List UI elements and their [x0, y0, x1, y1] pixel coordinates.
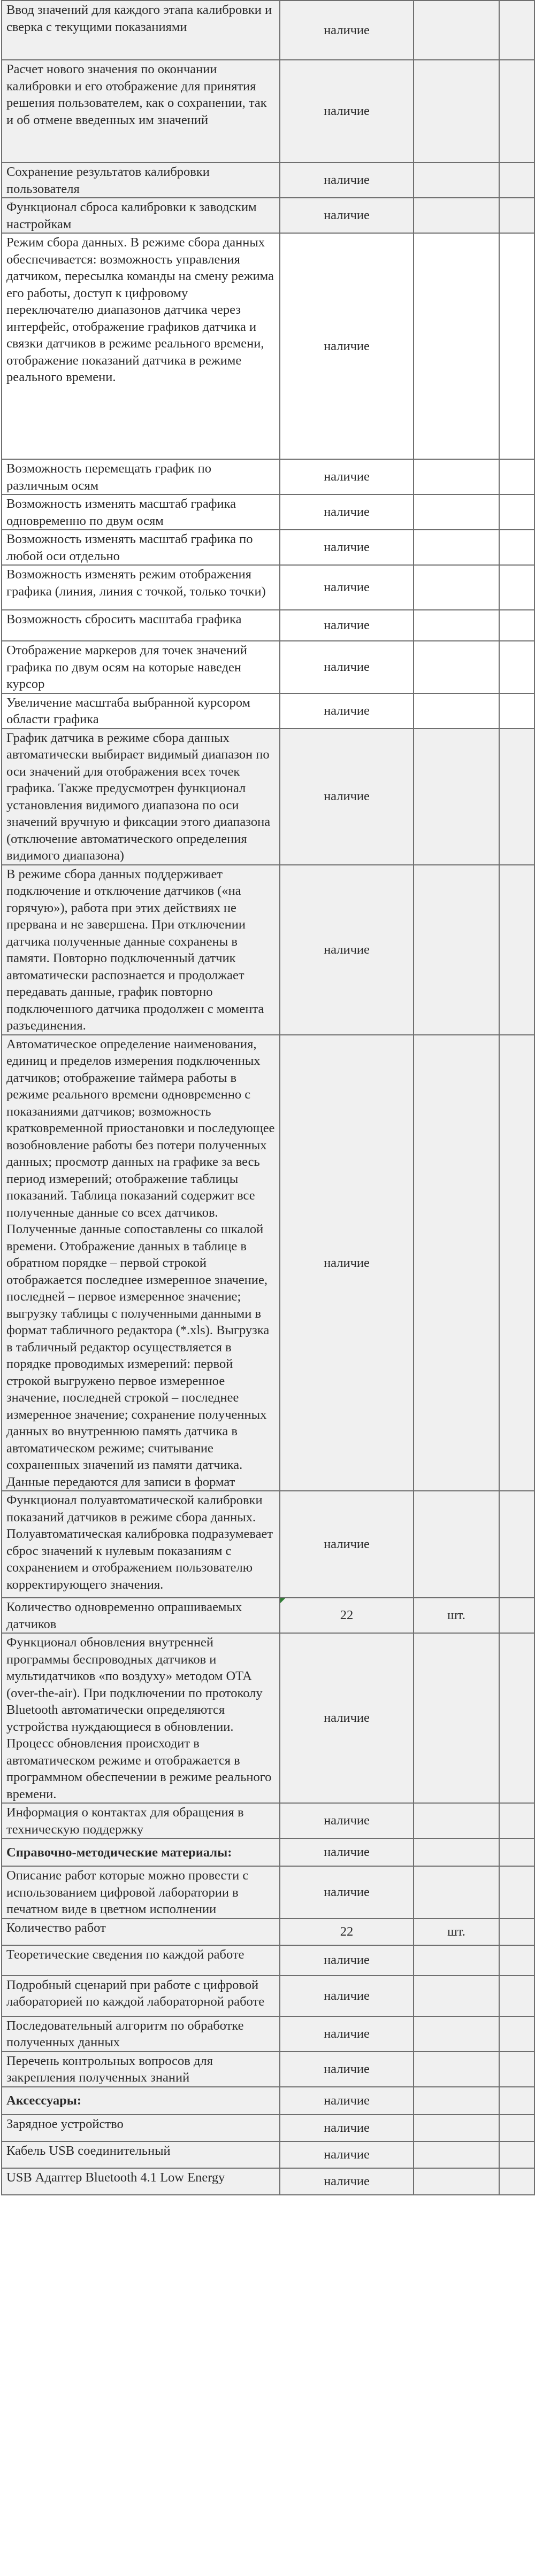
row-value-text: наличие — [324, 2093, 370, 2108]
row-value-text: наличие — [324, 1845, 370, 1860]
row-empty-cell — [499, 2115, 534, 2141]
row-unit — [414, 233, 499, 459]
row-value-text: наличие — [324, 505, 370, 520]
row-unit — [414, 641, 499, 693]
row-value — [280, 610, 414, 641]
table-row — [2, 1598, 534, 1633]
table-row — [2, 1976, 534, 2016]
row-description: Возможность изменять масштаб графика по любой оси отдельно — [2, 530, 280, 565]
row-value — [280, 60, 414, 163]
row-description: Информация о контактах для обращения в техническую поддержку — [2, 1803, 280, 1838]
row-description: Возможность изменять масштаб графика одновременно по двум осям — [2, 494, 280, 530]
row-description: Увеличение масштаба выбранной курсором области графика — [2, 693, 280, 729]
table-row — [2, 610, 534, 641]
row-value — [280, 2087, 414, 2115]
row-empty-cell — [499, 1598, 534, 1633]
row-unit — [414, 1491, 499, 1598]
table-row — [2, 2052, 534, 2087]
row-unit — [414, 1803, 499, 1838]
row-value-text: наличие — [324, 208, 370, 223]
row-unit — [414, 610, 499, 641]
section-header-row — [2, 1838, 534, 1866]
table-row — [2, 163, 534, 198]
row-empty-cell — [499, 2016, 534, 2052]
row-description: Аксессуары: — [2, 2087, 280, 2115]
row-empty-cell — [499, 233, 534, 459]
row-value-text: наличие — [324, 469, 370, 484]
table-row — [2, 60, 534, 163]
table-row — [2, 1945, 534, 1976]
row-description: Справочно-методические материалы: — [2, 1838, 280, 1866]
row-value-text: наличие — [324, 22, 370, 37]
row-description: Кабель USB соединительный — [2, 2141, 280, 2168]
row-empty-cell — [499, 1866, 534, 1919]
row-empty-cell — [499, 60, 534, 163]
row-empty-cell — [499, 530, 534, 565]
table-row — [2, 2115, 534, 2141]
row-value — [280, 565, 414, 610]
row-empty-cell — [499, 1491, 534, 1598]
row-unit — [414, 2141, 499, 2168]
table-row — [2, 641, 534, 693]
row-description: Отображение маркеров для точек значений графика по двум осям на которые наведен курсор — [2, 641, 280, 693]
table-row — [2, 1866, 534, 1919]
row-value — [280, 1, 414, 60]
row-unit — [414, 459, 499, 494]
row-value — [280, 1491, 414, 1598]
row-description: Теоретические сведения по каждой работе — [2, 1945, 280, 1976]
row-unit — [414, 1838, 499, 1866]
table-row — [2, 693, 534, 729]
row-unit — [414, 729, 499, 865]
table-row — [2, 565, 534, 610]
row-value — [280, 494, 414, 530]
table-row — [2, 1803, 534, 1838]
row-value — [280, 2141, 414, 2168]
row-description: Автоматическое определение наименования, единиц и пределов измерения подключенных датчиков; отображение таймера работы в режиме реального времени одновременно с показаниями датчиков; возможность кратковременной приостановки и последующее возобновление работы без потери полученных данных; просмотр данных на графике за весь период измерений; отображение таблицы показаний. Таблица показаний содержит все полученные данные со всех датчиков. Полученные данные сопоставлены со шкалой времени. Отображение данных в таблице в обратном порядке – первой строкой отображается последнее измеренное значение, последней – первое измеренное значение; выгрузку таблицы с полученными данными в формат табличного редактора (*.xls). Выгрузка в табличный редактор осуществляется в порядке проводимых измерений: первой строкой выгружено первое измеренное значение, последней строкой – последнее измеренное значение; сохранение полученных данных во внутреннюю память датчика в автоматическом режиме; считывание сохраненных значений из памяти датчика. Данные передаются для записи в формат — [2, 1035, 280, 1491]
row-empty-cell — [499, 1919, 534, 1945]
table-row — [2, 1035, 534, 1491]
row-description: Расчет нового значения по окончании калибровки и его отображение для принятия решения пользователем, как о сохранении, так и об отмене введенных им значений — [2, 60, 280, 163]
row-empty-cell — [499, 1976, 534, 2016]
row-empty-cell — [499, 1803, 534, 1838]
row-value — [280, 1866, 414, 1919]
row-value — [280, 693, 414, 729]
row-empty-cell — [499, 1, 534, 60]
row-unit — [414, 163, 499, 198]
row-description: Ввод значений для каждого этапа калибровки и сверка с текущими показаниями — [2, 1, 280, 60]
row-empty-cell — [499, 2087, 534, 2115]
row-value — [280, 1945, 414, 1976]
row-description: Возможность сбросить масштаба графика — [2, 610, 280, 641]
row-empty-cell — [499, 1838, 534, 1866]
table-row — [2, 459, 534, 494]
row-empty-cell — [499, 1945, 534, 1976]
table-row — [2, 2016, 534, 2052]
row-value — [280, 2016, 414, 2052]
row-value — [280, 2168, 414, 2195]
row-value-text: наличие — [324, 660, 370, 674]
row-value — [280, 459, 414, 494]
row-unit — [414, 1866, 499, 1919]
row-unit — [414, 60, 499, 163]
table-row — [2, 494, 534, 530]
row-unit: шт. — [414, 1598, 499, 1633]
row-unit — [414, 1976, 499, 2016]
table-row — [2, 233, 534, 459]
section-header-row — [2, 2087, 534, 2115]
row-value — [280, 729, 414, 865]
row-value-text: наличие — [324, 540, 370, 555]
row-value-text: наличие — [324, 1953, 370, 1968]
row-unit — [414, 1945, 499, 1976]
row-empty-cell — [499, 641, 534, 693]
row-unit — [414, 530, 499, 565]
row-description: Сохранение результатов калибровки пользователя — [2, 163, 280, 198]
row-value — [280, 1803, 414, 1838]
specification-table — [1, 0, 535, 2195]
row-value — [280, 1035, 414, 1491]
row-unit — [414, 2052, 499, 2087]
row-description: Подробный сценарий при работе с цифровой лабораторией по каждой лабораторной работе — [2, 1976, 280, 2016]
table-row — [2, 198, 534, 233]
row-value-text: наличие — [324, 618, 370, 633]
row-value — [280, 530, 414, 565]
row-description: Режим сбора данных. В режиме сбора данных обеспечивается: возможность управления датчиком, пересылка команды на смену режима его работы, доступ к цифровому переключателю диапазонов датчика через интерфейс, отображение графиков датчика и связки датчиков в режиме реального времени, отображение показаний датчика в режиме реального времени. — [2, 233, 280, 459]
row-value-text: наличие — [324, 2061, 370, 2076]
row-value — [280, 233, 414, 459]
row-unit — [414, 198, 499, 233]
table-row — [2, 729, 534, 865]
row-description: Перечень контрольных вопросов для закрепления полученных знаний — [2, 2052, 280, 2087]
row-empty-cell — [499, 2052, 534, 2087]
row-value — [280, 641, 414, 693]
row-value-text: наличие — [324, 789, 370, 804]
row-description: График датчика в режиме сбора данных автоматически выбирает видимый диапазон по оси значений для отображения всех точек графика. Также предусмотрен функционал установления видимого диапазона по оси значений вручную и фиксации этого диапазона (отключение автоматического определения видимого диапазона) — [2, 729, 280, 865]
row-value — [280, 2115, 414, 2141]
row-unit — [414, 565, 499, 610]
row-value-text: наличие — [324, 942, 370, 957]
row-value-text: наличие — [324, 1813, 370, 1828]
row-unit — [414, 1, 499, 60]
row-value-text: наличие — [324, 1255, 370, 1270]
row-value — [280, 1633, 414, 1803]
row-empty-cell — [499, 163, 534, 198]
row-unit — [414, 2168, 499, 2195]
row-value-text: наличие — [324, 580, 370, 595]
row-description: USB Адаптер Bluetooth 4.1 Low Energy — [2, 2168, 280, 2195]
row-unit — [414, 1633, 499, 1803]
row-value-text: наличие — [324, 173, 370, 188]
row-description: Функционал обновления внутренней программы беспроводных датчиков и мультидатчиков «по воздуху» методом OTA (over-the-air). При подключении по протоколу Bluetooth автоматически определяются устройства нуждающиеся в обновлении. Процесс обновления происходит в автоматическом режиме и отображается в программном обеспечении в режиме реального времени. — [2, 1633, 280, 1803]
row-empty-cell — [499, 198, 534, 233]
row-value — [280, 163, 414, 198]
row-unit — [414, 1035, 499, 1491]
row-value — [280, 2052, 414, 2087]
cell-comment-marker-icon — [280, 1598, 285, 1603]
row-empty-cell — [499, 693, 534, 729]
row-value — [280, 865, 414, 1035]
row-value-text: наличие — [324, 2026, 370, 2041]
row-unit — [414, 865, 499, 1035]
row-description: Количество одновременно опрашиваемых датчиков — [2, 1598, 280, 1633]
row-empty-cell — [499, 1633, 534, 1803]
row-unit — [414, 693, 499, 729]
table-row — [2, 1919, 534, 1945]
row-value-text: 22 — [340, 1608, 354, 1623]
row-value-text: наличие — [324, 1988, 370, 2003]
row-unit — [414, 494, 499, 530]
row-value-text: наличие — [324, 104, 370, 119]
row-description: Последовательный алгоритм по обработке полученных данных — [2, 2016, 280, 2052]
row-value-text: наличие — [324, 1885, 370, 1899]
row-description: Зарядное устройство — [2, 2115, 280, 2141]
table-row — [2, 530, 534, 565]
row-value-text: наличие — [324, 1537, 370, 1552]
row-unit: шт. — [414, 1919, 499, 1945]
row-value-text: наличие — [324, 1711, 370, 1726]
table-row — [2, 1491, 534, 1598]
table-row — [2, 2168, 534, 2195]
row-value-text: наличие — [324, 2147, 370, 2162]
table-row — [2, 1, 534, 60]
row-value-text: наличие — [324, 338, 370, 353]
row-description: Функционал полуавтоматической калибровки показаний датчиков в режиме сбора данных. Полуавтоматическая калибровка подразумевает сброс значений к нулевым показаниям с сохранением и отображением пользователю корректирующего значения. — [2, 1491, 280, 1598]
row-description: Возможность перемещать график по различным осям — [2, 459, 280, 494]
table-row — [2, 865, 534, 1035]
row-description: Возможность изменять режим отображения графика (линия, линия с точкой, только точки) — [2, 565, 280, 610]
row-value-text: 22 — [340, 1924, 354, 1939]
row-empty-cell — [499, 2168, 534, 2195]
row-description: В режиме сбора данных поддерживает подключение и отключение датчиков («на горячую»), работа при этих действиях не прервана и не завершена. При отключении датчика полученные данные сохранены в памяти. Повторно подключенный датчик автоматически распознается и продолжает передавать данные, график повторно подключенного датчика продолжен с момента разъединения. — [2, 865, 280, 1035]
row-empty-cell — [499, 565, 534, 610]
row-description: Описание работ которые можно провести с использованием цифровой лаборатории в печатном виде в цветном исполнении — [2, 1866, 280, 1919]
row-empty-cell — [499, 729, 534, 865]
row-unit — [414, 2016, 499, 2052]
row-value — [280, 1976, 414, 2016]
row-value — [280, 198, 414, 233]
row-value-text: наличие — [324, 2120, 370, 2135]
row-unit — [414, 2115, 499, 2141]
row-empty-cell — [499, 610, 534, 641]
row-unit — [414, 2087, 499, 2115]
row-value-text: наличие — [324, 703, 370, 718]
row-empty-cell — [499, 1035, 534, 1491]
row-empty-cell — [499, 459, 534, 494]
row-value — [280, 1919, 414, 1945]
table-row — [2, 1633, 534, 1803]
row-description: Количество работ — [2, 1919, 280, 1945]
table-row — [2, 2141, 534, 2168]
row-value-text: наличие — [324, 2173, 370, 2188]
row-empty-cell — [499, 494, 534, 530]
row-value — [280, 1598, 414, 1633]
row-empty-cell — [499, 2141, 534, 2168]
row-value — [280, 1838, 414, 1866]
row-description: Функционал сброса калибровки к заводским настройкам — [2, 198, 280, 233]
row-empty-cell — [499, 865, 534, 1035]
